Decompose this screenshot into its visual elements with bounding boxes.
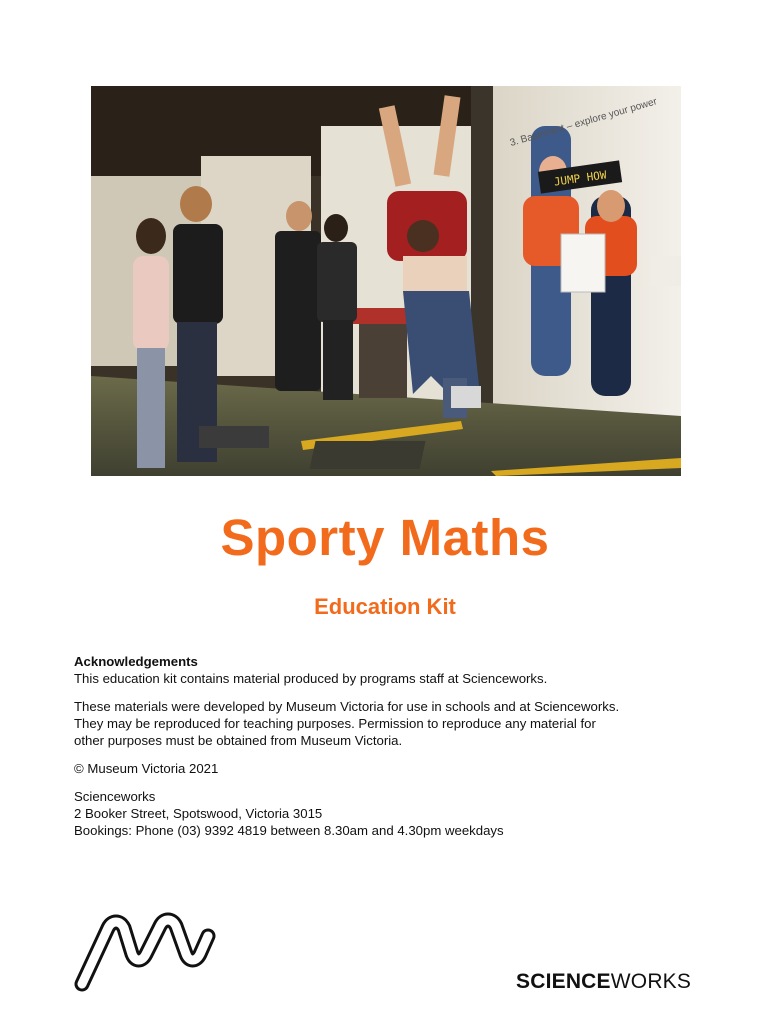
acknowledgements-text: This education kit contains material produced by programs staff at Scienceworks.	[74, 671, 548, 686]
copyright-section	[74, 760, 694, 777]
usage-line: These materials were developed by Museum Victoria for use in schools and at Scienceworks.	[74, 699, 620, 714]
address-line: Bookings: Phone (03) 9392 4819 between 8.30am and 4.30pm weekdays	[74, 823, 504, 838]
cover-photo	[91, 86, 681, 476]
address-line: Scienceworks	[74, 789, 156, 804]
page-subtitle: Education Kit	[314, 594, 456, 619]
scienceworks-wordmark	[516, 970, 691, 994]
acknowledgements-section	[74, 653, 694, 687]
wordmark-regular: WORKS	[610, 970, 692, 993]
address-line: 2 Booker Street, Spotswood, Victoria 3015	[74, 806, 323, 821]
photo-wall-text: 3. Basement – explore your power	[508, 96, 659, 149]
copyright-text: © Museum Victoria 2021	[74, 761, 219, 776]
body-text	[74, 653, 694, 850]
usage-line: other purposes must be obtained from Museum Victoria.	[74, 733, 403, 748]
museum-logo-icon	[74, 910, 216, 994]
page-title: Sporty Maths	[220, 509, 550, 566]
address-section	[74, 788, 694, 839]
usage-section	[74, 698, 694, 749]
wordmark-bold: SCIENCE	[516, 970, 611, 993]
acknowledgements-heading: Acknowledgements	[74, 654, 198, 669]
usage-line: They may be reproduced for teaching purposes. Permission to reproduce any material for	[74, 716, 596, 731]
photo-sign-text: JUMP HOW	[553, 168, 608, 189]
